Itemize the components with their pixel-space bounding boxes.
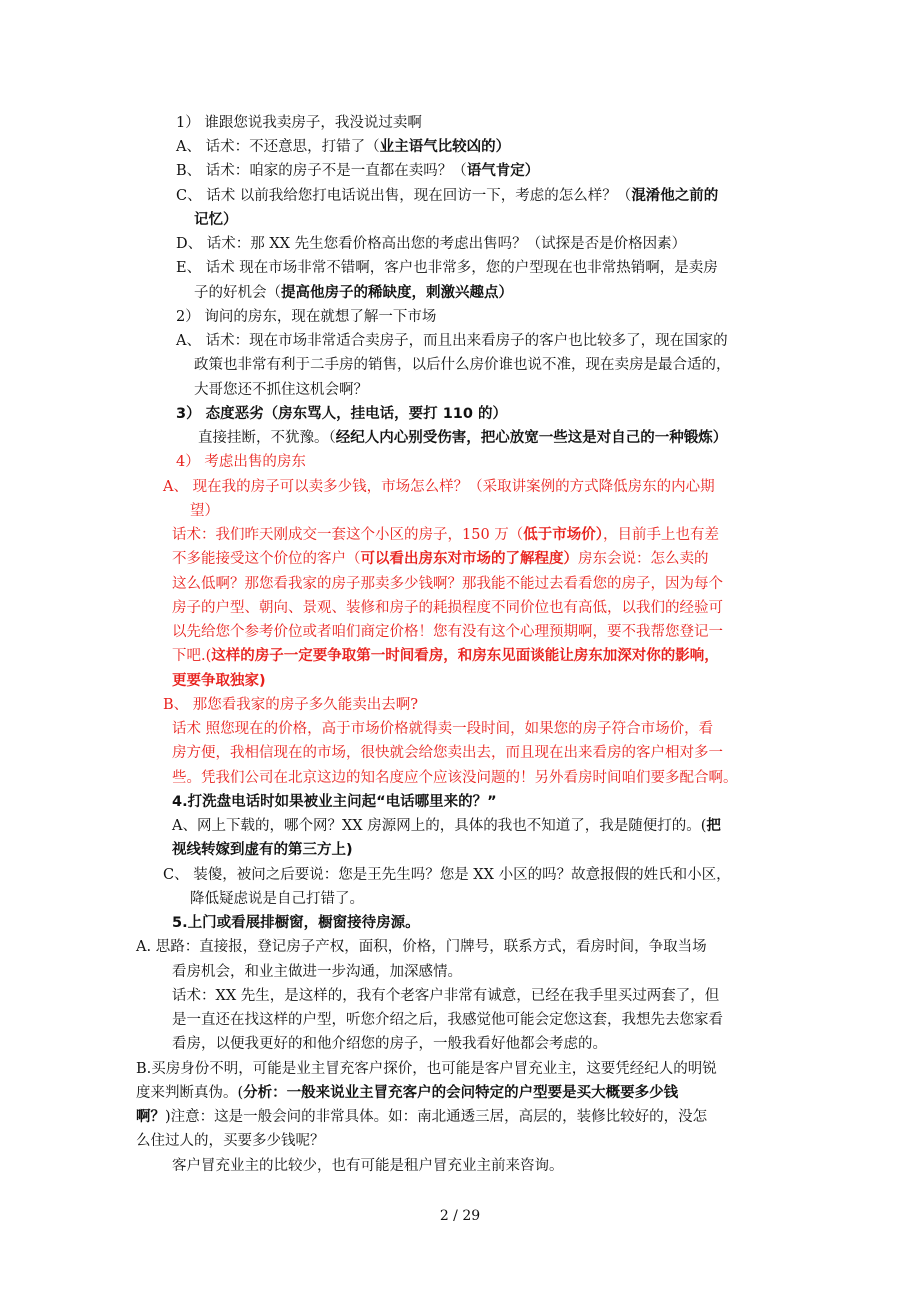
text-line (194, 380, 368, 400)
text-line (172, 792, 497, 812)
text-line (176, 404, 507, 424)
bold-note: 语气肯定） (466, 163, 540, 179)
text: 房子的户型、朝向、景观、装修和房子的耗损程度不同价位也有高低，以我们的经验可 (172, 600, 723, 616)
text: 房方便，我相信现在的市场，很快就会给您卖出去，而且现在出来看房的客户相对多一 (172, 745, 723, 761)
text-line (190, 889, 364, 909)
text-line (176, 186, 718, 206)
text: 看房，以便我更好的和他介绍您的房子，一般我看好他都会考虑的。 (172, 1036, 607, 1052)
text: E、 话术 现在市场非常不错啊，客户也非常多，您的户型现在也非常热销啊，是卖房 (176, 260, 718, 276)
text-line (172, 549, 709, 569)
bold-note: 经纪人内心别受伤害，把心放宽一些这是对自己的一种锻炼） (335, 430, 728, 446)
text-line (176, 258, 718, 278)
text: C、 装傻，被问之后要说：您是王先生吗？您是 XX 小区的吗？故意报假的姓氏和小区， (163, 867, 731, 883)
text-line (194, 283, 513, 303)
bold-note: 更要争取独家) (172, 673, 266, 689)
bold-note: 这样的房子一定要争取第一时间看房，和房东见面谈能让房东加深对你的影响， (211, 648, 719, 664)
text-line (176, 113, 422, 133)
text-line (172, 622, 723, 642)
text-line (172, 671, 266, 691)
text-line (172, 598, 723, 618)
bold-note: 3） 态度恶劣（ (176, 406, 279, 422)
text-line (176, 161, 539, 181)
text: B.买房身份不明，可能是业主冒充客户探价，也可能是客户冒充业主，这要凭经纪人的明锐 (136, 1061, 717, 1077)
bold-note: 房东骂人，挂电话，要打 110 的） (278, 406, 508, 422)
text: 下吧.( (172, 648, 212, 664)
bold-note: 5.上门或看展排橱窗，橱窗接待房源。 (172, 915, 420, 931)
text-line (172, 574, 723, 594)
text: 大哥您还不抓住这机会啊？ (194, 382, 368, 398)
text-line (163, 477, 715, 497)
text-line (172, 743, 723, 763)
text-line (172, 525, 719, 545)
text: 子的好机会（ (194, 285, 281, 301)
bold-note: 混淆他之前的 (631, 188, 719, 204)
bold-note: 业主语气比较凶的） (379, 139, 511, 155)
text: 2） 询问的房东，现在就想了解一下市场 (176, 309, 437, 325)
text: B、 话术：咱家的房子不是一直都在卖吗？（ (176, 163, 467, 179)
text: C、 话术 以前我给您打电话说出售，现在回访一下，考虑的怎么样？（ (176, 188, 632, 204)
text: 这么低啊？那您看我家的房子那卖多少钱啊？那我能不能过去看看您的房子，因为每个 (172, 576, 723, 592)
bold-note: 4.打洗盘电话时如果被业主问起“电话哪里来的？” (172, 794, 497, 810)
text: 话术：我们昨天刚成交一套这个小区的房子，150 万（ (172, 527, 524, 543)
text-line (190, 501, 219, 521)
text-line (172, 913, 420, 933)
text: 是一直还在找这样的户型，听您介绍之后，我感觉他可能会定您这套，我想先去您家看 (172, 1012, 723, 1028)
text: )注意：这是一般会问的非常具体。如：南北通透三居，高层的，装修比较好的，没怎 (165, 1109, 708, 1125)
text: 些。凭我们公司在北京这边的知名度应个应该没问题的！另外看房时间咱们要多配合啊。 (172, 770, 738, 786)
text: 话术 照您现在的价格，高于市场价格就得卖一段时间，如果您的房子符合市场价，看 (172, 721, 714, 737)
text: A、 话术：不还意思，打错了（ (176, 139, 380, 155)
text-line (176, 452, 306, 472)
text-line (172, 1034, 607, 1054)
bold-note: 分析：一般来说业主冒充客户的会问特定的户型要是买大概要多少钱 (243, 1085, 679, 1101)
text: 4） 考虑出售的房东 (176, 454, 306, 470)
text-line (176, 234, 686, 254)
text-line (198, 428, 727, 448)
bold-note: 视线转嫁到虚有的第三方上) (172, 842, 353, 858)
text-line (194, 355, 731, 375)
text-line (136, 1131, 325, 1151)
text-line (136, 1083, 678, 1103)
text: 直接挂断，不犹豫。（ (198, 430, 336, 446)
text-line (172, 646, 719, 666)
text: 度来判断真伪。( (136, 1085, 244, 1101)
text: 不多能接受这个价位的客户（ (172, 551, 361, 567)
text: 1） 谁跟您说我卖房子，我没说过卖啊 (176, 115, 422, 131)
text: A、 话术：现在市场非常适合卖房子，而且出来看房子的客户也比较多了，现在国家的 (176, 333, 728, 349)
text-line (176, 331, 728, 351)
bold-note: 提高他房子的稀缺度，刺激兴趣点） (281, 285, 513, 301)
text-line (172, 719, 713, 739)
text-line (172, 1010, 723, 1030)
bold-note: 记忆） (194, 212, 238, 228)
text: 降低疑虑说是自己打错了。 (190, 891, 364, 907)
bold-note: 可以看出房东对市场的了解程度） (360, 551, 578, 567)
text: 望） (190, 503, 219, 519)
text-line (172, 840, 353, 860)
text: A. 思路：直接报，登记房子产权，面积，价格，门牌号，联系方式，看房时间，争取当场 (136, 939, 707, 955)
text-line (163, 695, 418, 715)
text-line (136, 1107, 707, 1127)
text-line (136, 1059, 717, 1079)
text-line (163, 865, 731, 885)
text-line (172, 816, 721, 836)
bold-note: 低于市场价） (523, 527, 604, 543)
text-line (194, 210, 238, 230)
text: A、 现在我的房子可以卖多少钱，市场怎么样？（采取讲案例的方式降低房东的内心期 (163, 479, 715, 495)
text-line (176, 307, 436, 327)
text-line (176, 137, 510, 157)
text: A、网上下载的，哪个网？XX 房源网上的，具体的我也不知道了，我是随便打的。( (172, 818, 707, 834)
text-line (172, 768, 738, 788)
text: B、 那您看我家的房子多久能卖出去啊? (163, 697, 419, 713)
text: 话术：XX 先生，是这样的，我有个老客户非常有诚意，已经在我手里买过两套了，但 (172, 988, 720, 1004)
text: D、 话术：那 XX 先生您看价格高出您的考虑出售吗？（试探是否是价格因素） (176, 236, 687, 252)
page-number: 2 / 29 (439, 1208, 481, 1224)
text: 政策也非常有利于二手房的销售，以后什么房价谁也说不准，现在卖房是最合适的， (194, 357, 731, 373)
text-line (172, 962, 462, 982)
text-line (172, 1156, 564, 1176)
text-line (172, 986, 719, 1006)
text-line (136, 937, 707, 957)
bold-note: 把 (706, 818, 721, 834)
bold-note: 啊？ (136, 1109, 165, 1125)
text: 客户冒充业主的比较少，也有可能是租户冒充业主前来咨询。 (172, 1158, 564, 1174)
text: ，目前手上也有差 (603, 527, 720, 543)
text: 房东会说：怎么卖的 (578, 551, 709, 567)
text: 看房机会，和业主做进一步沟通，加深感情。 (172, 964, 462, 980)
text: 以先给您个参考价位或者咱们商定价格！您有没有这个心理预期啊，要不我帮您登记一 (172, 624, 723, 640)
text: 么住过人的，买要多少钱呢？ (136, 1133, 325, 1149)
